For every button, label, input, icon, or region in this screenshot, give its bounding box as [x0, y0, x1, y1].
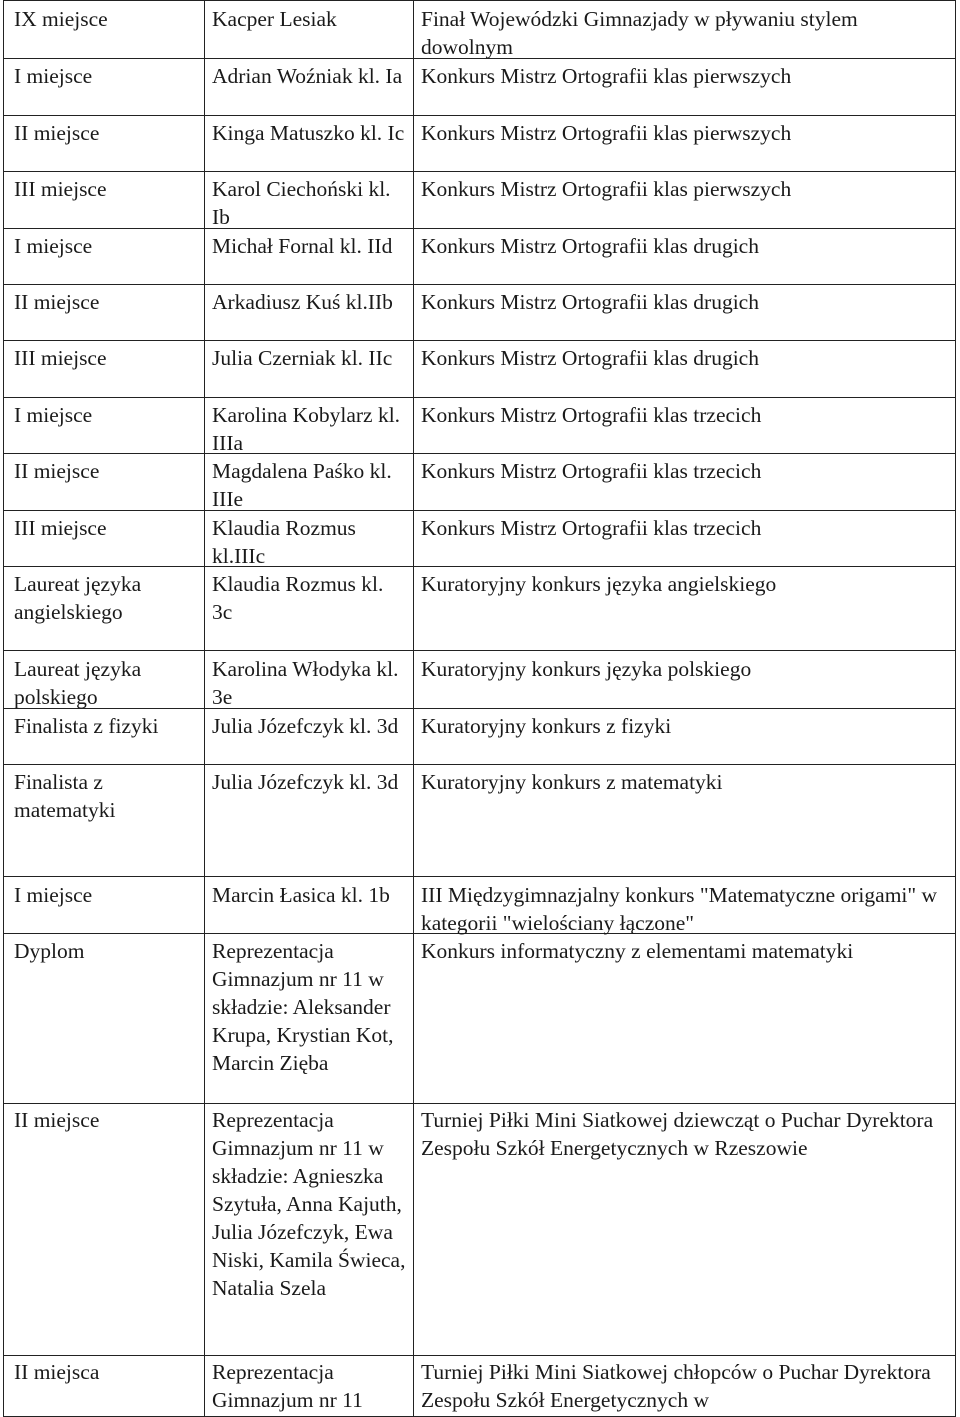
- contest-cell: Kuratoryjny konkurs z fizyki: [421, 714, 672, 738]
- contest-cell: Finał Wojewódzki Gimnazjady w pływaniu stylem dowolnym: [421, 7, 858, 59]
- row-border: [3, 764, 956, 765]
- contest-cell: Konkurs Mistrz Ortografii klas trzecich: [421, 459, 762, 483]
- person-cell: Arkadiusz Kuś kl.IIb: [212, 290, 393, 314]
- place-cell: II miejsca: [14, 1360, 100, 1384]
- place-cell: Finalista z fizyki: [14, 714, 159, 738]
- row-border: [3, 228, 956, 229]
- place-cell: I miejsce: [14, 234, 93, 258]
- row-border: [3, 566, 956, 567]
- results-table: [3, 0, 956, 1417]
- person-cell: Reprezentacja Gimnazjum nr 11 w składzie: Agnieszka Szytuła, Anna Kajuth, Julia Józefczyk, Ewa Niski, Kamila Świeca, Natalia Szela: [212, 1108, 406, 1300]
- place-cell: II miejsce: [14, 290, 100, 314]
- place-cell: I miejsce: [14, 403, 93, 427]
- person-cell: Karolina Włodyka kl. 3e: [212, 657, 399, 709]
- row-border: [3, 0, 956, 1]
- person-cell: Adrian Woźniak kl. Ia: [212, 64, 403, 88]
- person-cell: Karol Ciechoński kl. Ib: [212, 177, 391, 229]
- person-cell: Klaudia Rozmus kl. 3c: [212, 572, 384, 624]
- contest-cell: Kuratoryjny konkurs języka polskiego: [421, 657, 752, 681]
- person-cell: Magdalena Paśko kl. IIIe: [212, 459, 392, 511]
- place-cell: II miejsce: [14, 459, 100, 483]
- place-cell: IX miejsce: [14, 7, 108, 31]
- person-cell: Michał Fornal kl. IId: [212, 234, 393, 258]
- row-border: [3, 1355, 956, 1356]
- person-cell: Kacper Lesiak: [212, 7, 337, 31]
- row-border: [3, 115, 956, 116]
- place-cell: III miejsce: [14, 516, 107, 540]
- person-cell: Reprezentacja Gimnazjum nr 11: [212, 1360, 363, 1412]
- place-cell: Dyplom: [14, 939, 85, 963]
- row-border: [3, 284, 956, 285]
- contest-cell: Turniej Piłki Mini Siatkowej chłopców o Puchar Dyrektora Zespołu Szkół Energetycznych w: [421, 1360, 931, 1412]
- place-cell: III miejsce: [14, 177, 107, 201]
- row-border: [3, 1103, 956, 1104]
- place-cell: Finalista z matematyki: [14, 770, 116, 822]
- contest-cell: Kuratoryjny konkurs języka angielskiego: [421, 572, 777, 596]
- contest-cell: Kuratoryjny konkurs z matematyki: [421, 770, 723, 794]
- contest-cell: Konkurs Mistrz Ortografii klas pierwszych: [421, 121, 792, 145]
- place-cell: III miejsce: [14, 346, 107, 370]
- contest-cell: Turniej Piłki Mini Siatkowej dziewcząt o Puchar Dyrektora Zespołu Szkół Energetycznych w Rzeszowie: [421, 1108, 934, 1160]
- place-cell: Laureat języka angielskiego: [14, 572, 142, 624]
- contest-cell: Konkurs Mistrz Ortografii klas trzecich: [421, 403, 762, 427]
- person-cell: Klaudia Rozmus kl.IIIc: [212, 516, 356, 568]
- row-border: [3, 510, 956, 511]
- place-cell: Laureat języka polskiego: [14, 657, 142, 709]
- place-cell: II miejsce: [14, 1108, 100, 1132]
- contest-cell: Konkurs Mistrz Ortografii klas drugich: [421, 234, 759, 258]
- row-border: [3, 397, 956, 398]
- contest-cell: Konkurs Mistrz Ortografii klas pierwszych: [421, 64, 792, 88]
- contest-cell: Konkurs Mistrz Ortografii klas trzecich: [421, 516, 762, 540]
- contest-cell: Konkurs Mistrz Ortografii klas pierwszych: [421, 177, 792, 201]
- place-cell: I miejsce: [14, 64, 93, 88]
- contest-cell: Konkurs Mistrz Ortografii klas drugich: [421, 290, 759, 314]
- place-cell: I miejsce: [14, 883, 93, 907]
- contest-cell: III Międzygimnazjalny konkurs "Matematyczne origami" w kategorii "wielościany łączone": [421, 883, 938, 935]
- row-border: [3, 876, 956, 877]
- person-cell: Julia Czerniak kl. IIc: [212, 346, 393, 370]
- person-cell: Julia Józefczyk kl. 3d: [212, 714, 399, 738]
- contest-cell: Konkurs Mistrz Ortografii klas drugich: [421, 346, 759, 370]
- contest-cell: Konkurs informatyczny z elementami matematyki: [421, 939, 854, 963]
- person-cell: Reprezentacja Gimnazjum nr 11 w składzie: Aleksander Krupa, Krystian Kot, Marcin Zięba: [212, 939, 394, 1075]
- person-cell: Julia Józefczyk kl. 3d: [212, 770, 399, 794]
- person-cell: Karolina Kobylarz kl. IIIa: [212, 403, 401, 455]
- place-cell: II miejsce: [14, 121, 100, 145]
- row-border: [3, 650, 956, 651]
- person-cell: Kinga Matuszko kl. Ic: [212, 121, 405, 145]
- row-border: [3, 453, 956, 454]
- person-cell: Marcin Łasica kl. 1b: [212, 883, 390, 907]
- row-border: [3, 340, 956, 341]
- row-border: [3, 171, 956, 172]
